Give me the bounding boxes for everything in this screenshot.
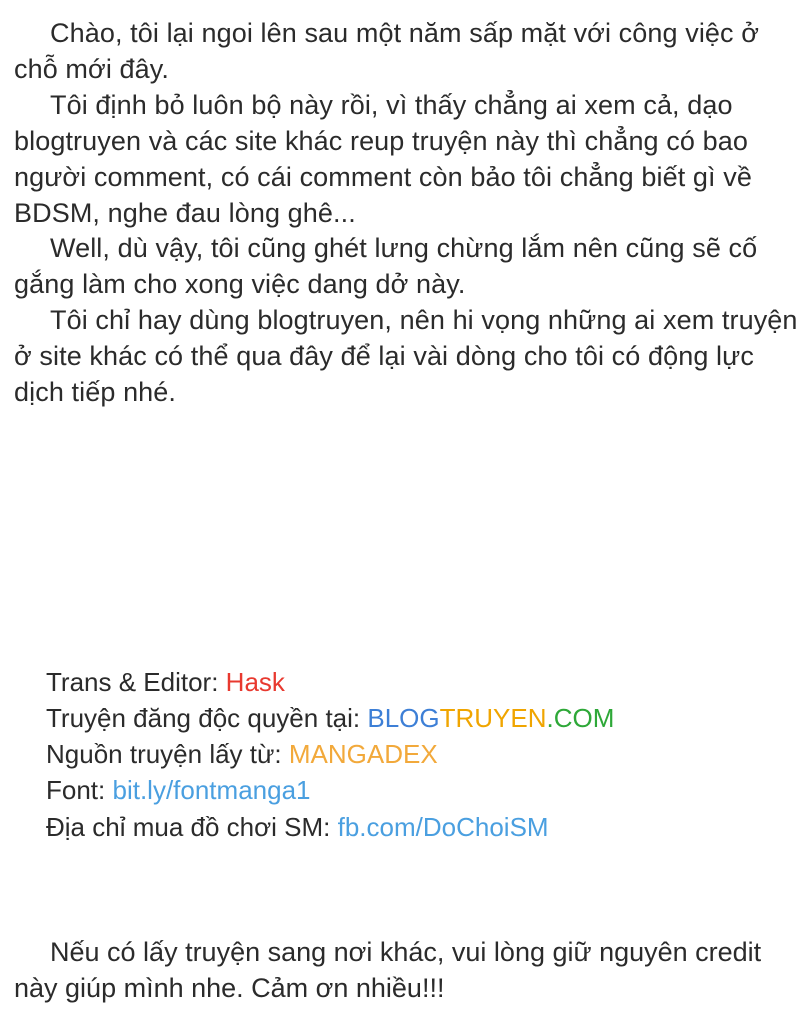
translator-note (14, 16, 800, 411)
credit-source (46, 736, 800, 772)
credit-trans-editor-value: Hask (225, 667, 285, 697)
credit-exclusive-site-value-com[interactable]: .COM (546, 703, 615, 734)
credits-list (46, 664, 800, 845)
credit-shop-label: Địa chỉ mua đồ chơi SM: (46, 811, 331, 842)
note-paragraph: Tôi định bỏ luôn bộ này rồi, vì thấy chẳng ai xem cả, dạo blogtruyen và các site khác reup truyện này thì chẳng có bao người comment, có cái comment còn bảo tôi chẳng biết gì về BDSM, nghe đau lòng ghê... (14, 89, 752, 228)
note-paragraph: Chào, tôi lại ngoi lên sau một năm sấp mặt với công việc ở chỗ mới đây. (14, 18, 760, 84)
credit-shop (46, 809, 800, 845)
credit-source-value[interactable]: MANGADEX (288, 739, 438, 770)
credit-font-label: Font: (46, 775, 106, 806)
credit-exclusive-site-label: Truyện đăng độc quyền tại: (46, 703, 361, 734)
credit-source-label: Nguồn truyện lấy từ: (46, 739, 282, 770)
credit-shop-value[interactable]: fb.com/DoChoiSM (337, 811, 549, 842)
note-paragraph: Tôi chỉ hay dùng blogtruyen, nên hi vọng những ai xem truyện ở site khác có thể qua đây để lại vài dòng cho tôi có động lực dịch tiếp nhé. (14, 305, 798, 408)
credit-exclusive-site-value-truyen[interactable]: TRUYEN (439, 703, 547, 734)
footer-paragraph: Nếu có lấy truyện sang nơi khác, vui lòng giữ nguyên credit này giúp mình nhe. Cảm ơn nhiều!!! (14, 937, 762, 1003)
footer-notice (14, 935, 800, 1007)
credit-font (46, 772, 800, 808)
credit-trans-editor (46, 664, 800, 700)
credit-exclusive-site (46, 700, 800, 736)
note-paragraph: Well, dù vậy, tôi cũng ghét lưng chừng lắm nên cũng sẽ cố gắng làm cho xong việc dang dở này. (14, 233, 758, 300)
credit-exclusive-site-value-blog[interactable]: BLOG (367, 703, 440, 734)
credit-font-value[interactable]: bit.ly/fontmanga1 (112, 775, 311, 806)
credit-trans-editor-label: Trans & Editor: (46, 667, 219, 697)
